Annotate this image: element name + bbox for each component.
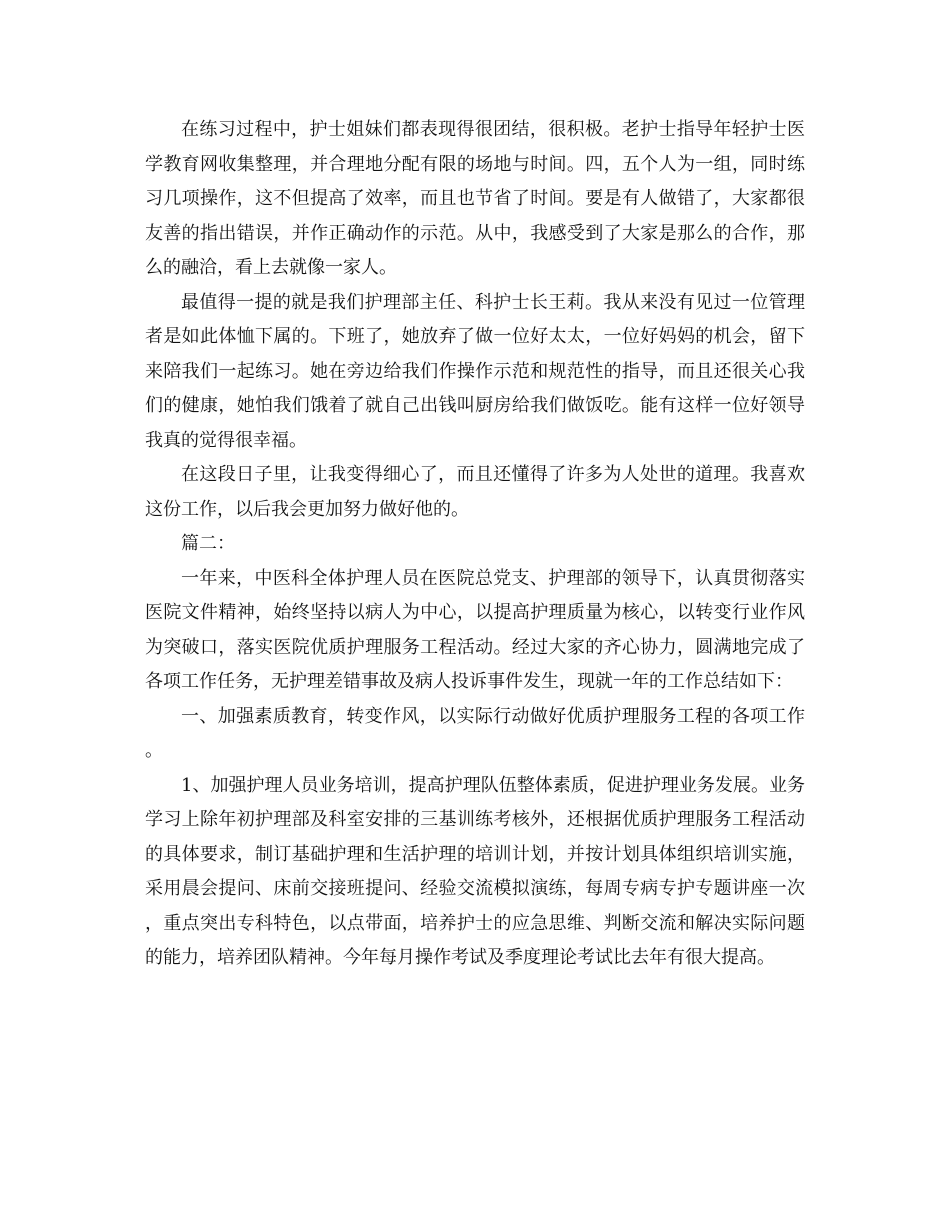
paragraph-training-item-1: 1、加强护理人员业务培训，提高护理队伍整体素质，促进护理业务发展。业务学习上除年初护理部及科室安排的三基训练考核外，还根据优质护理服务工程活动的具体要求，制订基础护理和生活护理的培训计划，并按计划具体组织培训实施，采用晨会提问、床前交接班提问、经验交流模拟演练，每周专病专护专题讲座一次，重点突出专科特色，以点带面，培养护士的应急思维、判断交流和解决实际问题的能力，培养团队精神。今年每月操作考试及季度理论考试比去年有很大提高。: [145, 774, 805, 968]
paragraph-annual-summary-intro: 一年来，中医科全体护理人员在医院总党支、护理部的领导下，认真贯彻落实医院文件精神，始终坚持以病人为中心，以提高护理质量为核心，以转变行业作风为突破口，落实医院优质护理服务工程活动。经过大家的齐心协力，圆满地完成了各项工作任务，无护理差错事故及病人投诉事件发生，现就一年的工作总结如下：: [145, 567, 805, 692]
paragraph-section-one-heading: 一、加强素质教育，转变作风，以实际行动做好优质护理服务工程的各项工作。: [145, 705, 805, 761]
section-heading-part-two: 篇二：: [181, 533, 235, 554]
document-body: [145, 113, 805, 976]
paragraph-nursing-director: 最值得一提的就是我们护理部主任、科护士长王莉。我从来没有见过一位管理者是如此体恤下属的。下班了，她放弃了做一位好太太，一位好妈妈的机会，留下来陪我们一起练习。她在旁边给我们作操作示范和规范性的指导，而且还很关心我们的健康，她怕我们饿着了就自己出钱叫厨房给我们做饭吃。能有这样一位好领导我真的觉得很幸福。: [145, 291, 805, 451]
paragraph-personal-growth: 在这段日子里，让我变得细心了，而且还懂得了许多为人处世的道理。我喜欢这份工作，以后我会更加努力做好他的。: [145, 464, 805, 520]
paragraph-practice-unity: 在练习过程中，护士姐妹们都表现得很团结，很积极。老护士指导年轻护士医学教育网收集整理，并合理地分配有限的场地与时间。四，五个人为一组，同时练习几项操作，这不但提高了效率，而且也节省了时间。要是有人做错了，大家都很友善的指出错误，并作正确动作的示范。从中，我感受到了大家是那么的合作，那么的融洽，看上去就像一家人。: [145, 119, 805, 278]
